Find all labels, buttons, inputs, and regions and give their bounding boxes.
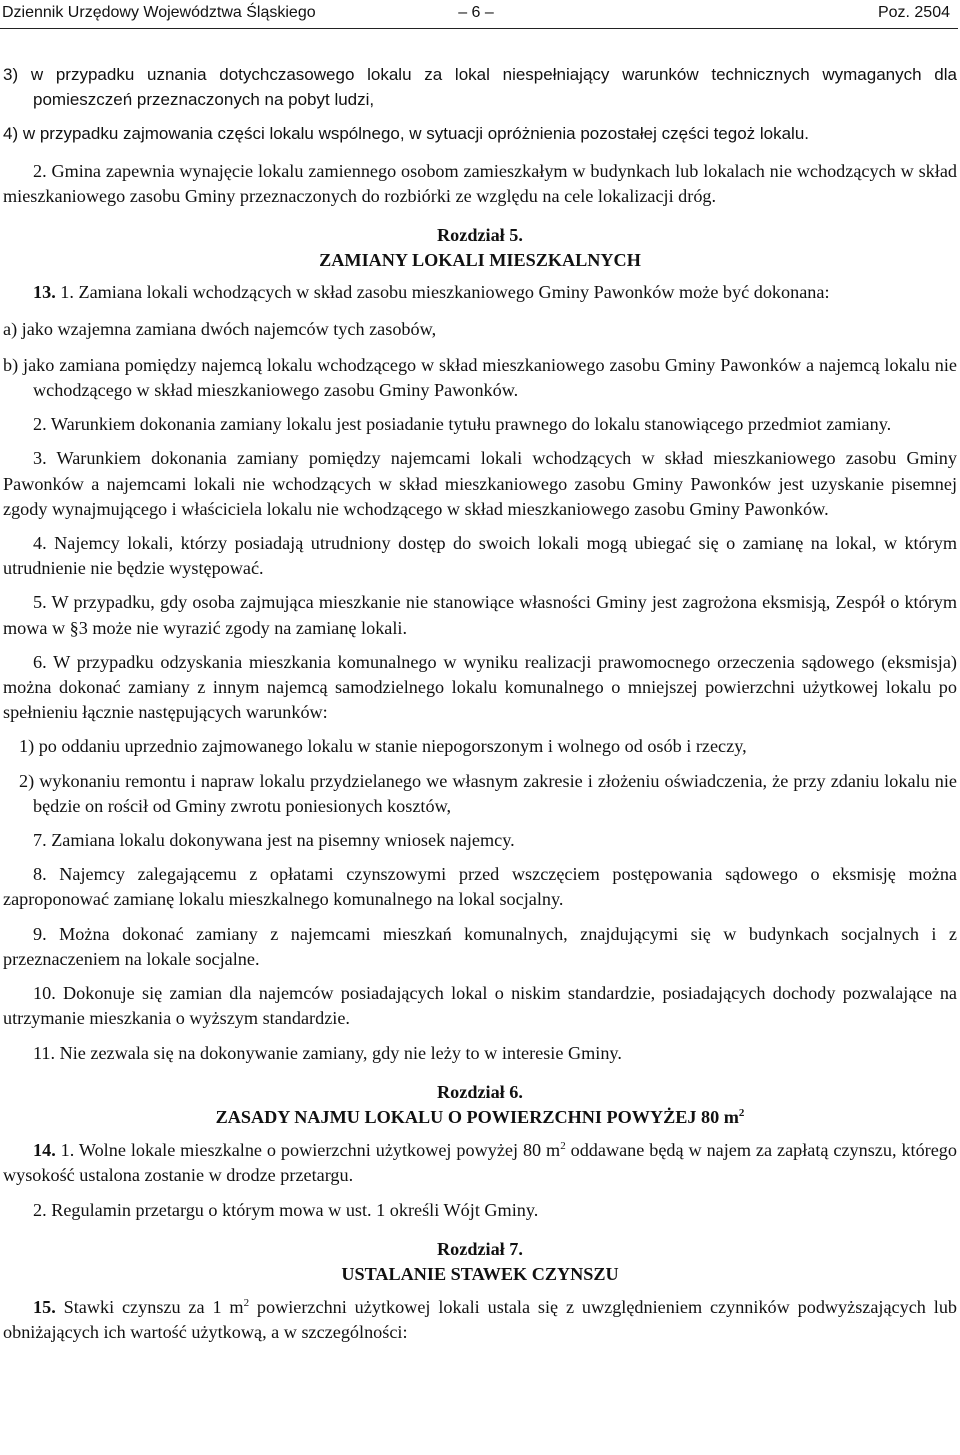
position-number: Poz. 2504 bbox=[877, 4, 950, 21]
section-13-item-b: b) jako zamiana pomiędzy najemcą lokalu wchodzącego w skład mieszkaniowego zasobu Gminy Pawonków a najemcą lokalu nie wchodzącego w skład mieszkaniowego zasobu Gminy Pawonków. bbox=[3, 354, 957, 401]
section-15-paragraph bbox=[3, 1295, 957, 1345]
page-number: – 6 – bbox=[458, 4, 494, 21]
page-header bbox=[2, 0, 950, 26]
chapter-7-title: USTALANIE STAWEK CZYNSZU bbox=[341, 1263, 619, 1284]
section-13-p6-item-2: 2) wykonaniu remontu i napraw lokalu przydzielanego we własnym zakresie i złożeniu oświadczenia, że przy zdaniu lokalu nie będzie on rościł od Gminy zwrotu poniesionych kosztów, bbox=[19, 770, 957, 816]
chapter-5-label: Rozdział 5. bbox=[437, 225, 523, 246]
section-13-paragraph-1 bbox=[3, 280, 957, 305]
journal-title: Dziennik Urzędowy Województwa Śląskiego bbox=[2, 4, 316, 21]
list-item-3: 3) w przypadku uznania dotychczasowego lokalu za lokal niespełniający warunków technicznych wymaganych dla pomieszczeń przeznaczonych na pobyt ludzi, bbox=[3, 65, 957, 110]
paragraph-2: 2. Gmina zapewnia wynajęcie lokalu zamiennego osobom zamieszkałym w budynkach lub lokalach nie wchodzących w skład mieszkaniowego zasobu Gminy przeznaczonych do rozbiórki ze względu na cele lokalizacji dróg. bbox=[3, 160, 957, 206]
chapter-6-title-text: ZASADY NAJMU LOKALU O POWIERZCHNI POWYŻEJ 80 m bbox=[215, 1106, 739, 1127]
header-divider bbox=[0, 28, 958, 29]
chapter-7-label: Rozdział 7. bbox=[437, 1238, 523, 1259]
section-15-text-b: powierzchni użytkowej lokali ustala się z uwzględnieniem czynników podwyższających lub obniżających ich wartość użytkową, a w szczególności: bbox=[3, 1297, 958, 1343]
section-13-paragraph-4: 4. Najemcy lokali, którzy posiadają utrudniony dostęp do swoich lokali mogą ubiegać się o zamianę na lokal, w którym utrudnienie nie będzie występować. bbox=[3, 533, 957, 579]
section-13-p1-text: 1. Zamiana lokali wchodzących w skład zasobu mieszkaniowego Gminy Pawonków może być dokonana: bbox=[55, 282, 830, 303]
section-13-paragraph-5: 5. W przypadku, gdy osoba zajmująca mieszkanie nie stanowiące własności Gminy jest zagrożona eksmisją, Zespół o którym mowa w §3 może nie wyrazić zgody na zamianę lokali. bbox=[3, 592, 957, 638]
section-13-p6-item-1: 1) po oddaniu uprzednio zajmowanego lokalu w stanie niepogorszonym i wolnego od osób i rzeczy, bbox=[19, 736, 747, 757]
section-14-paragraph-2: 2. Regulamin przetargu o którym mowa w ust. 1 określi Wójt Gminy. bbox=[33, 1199, 539, 1220]
section-13-paragraph-6: 6. W przypadku odzyskania mieszkania komunalnego w wyniku realizacji prawomocnego orzeczenia sądowego (eksmisja) można dokonać zamiany z innym najemcą samodzielnego lokalu komunalnego o mniejszej powierzchni użytkowej lokalu po spełnieniu łącznie następujących warunków: bbox=[3, 651, 957, 723]
section-13-paragraph-2: 2. Warunkiem dokonania zamiany lokalu jest posiadanie tytułu prawnego do lokalu stanowiącego przedmiot zamiany. bbox=[33, 414, 892, 435]
document-body bbox=[3, 62, 957, 1346]
section-13-item-a: a) jako wzajemna zamiana dwóch najemców tych zasobów, bbox=[3, 318, 437, 339]
section-13-paragraph-3: 3. Warunkiem dokonania zamiany pomiędzy najemcami lokali wchodzących w skład mieszkaniowego zasobu Gminy Pawonków a najemcami lokali nie wchodzących w skład mieszkaniowego zasobu Gminy Pawonków jest uzyskanie pisemnej zgody wynajmującego i właściciela lokalu nie wchodzącego w skład mieszkaniowego zasobu Gminy Pawonków. bbox=[3, 448, 957, 519]
section-13-paragraph-10: 10. Dokonuje się zamian dla najemców posiadających lokal o niskim standardzie, posiadających dochody pozwalające na utrzymanie mieszkania o wyższym standardzie. bbox=[3, 983, 957, 1029]
chapter-6-label: Rozdział 6. bbox=[437, 1081, 523, 1102]
section-13-number: 13. bbox=[33, 282, 56, 303]
section-15-number: 15. bbox=[33, 1297, 56, 1318]
section-15-text-a: Stawki czynszu za 1 m bbox=[55, 1297, 244, 1318]
section-14-number: 14. bbox=[33, 1140, 56, 1161]
section-14-p1-text-a: 1. Wolne lokale mieszkalne o powierzchni użytkowej powyżej 80 m bbox=[55, 1140, 561, 1161]
section-13-paragraph-8: 8. Najemcy zalegającemu z opłatami czynszowymi przed wszczęciem postępowania sądowego o eksmisję można zaproponować zamianę lokalu mieszkalnego komunalnego na lokal socjalny. bbox=[3, 864, 957, 910]
chapter-6-title bbox=[3, 1105, 957, 1130]
section-14-p1-text-b: oddawane będą w najem za zapłatą czynszu, którego wysokość ustalona zostanie w drodze przetargu. bbox=[3, 1140, 957, 1186]
section-14-superscript: 2 bbox=[560, 1140, 566, 1153]
list-item-4: 4) w przypadku zajmowania części lokalu wspólnego, w sytuacji opróżnienia pozostałej części tegoż lokalu. bbox=[3, 124, 810, 144]
section-14-paragraph-1 bbox=[3, 1138, 957, 1188]
section-13-paragraph-9: 9. Można dokonać zamiany z najemcami mieszkań komunalnych, znajdującymi się w budynkach socjalnych i z przeznaczeniem na lokale socjalne. bbox=[3, 923, 957, 969]
chapter-5-title: ZAMIANY LOKALI MIESZKALNYCH bbox=[319, 250, 641, 271]
chapter-6-title-superscript: 2 bbox=[738, 1106, 745, 1119]
section-13-paragraph-11: 11. Nie zezwala się na dokonywanie zamiany, gdy nie leży to w interesie Gminy. bbox=[33, 1042, 622, 1063]
section-13-paragraph-7: 7. Zamiana lokalu dokonywana jest na pisemny wniosek najemcy. bbox=[33, 830, 515, 851]
section-15-superscript: 2 bbox=[243, 1297, 250, 1310]
